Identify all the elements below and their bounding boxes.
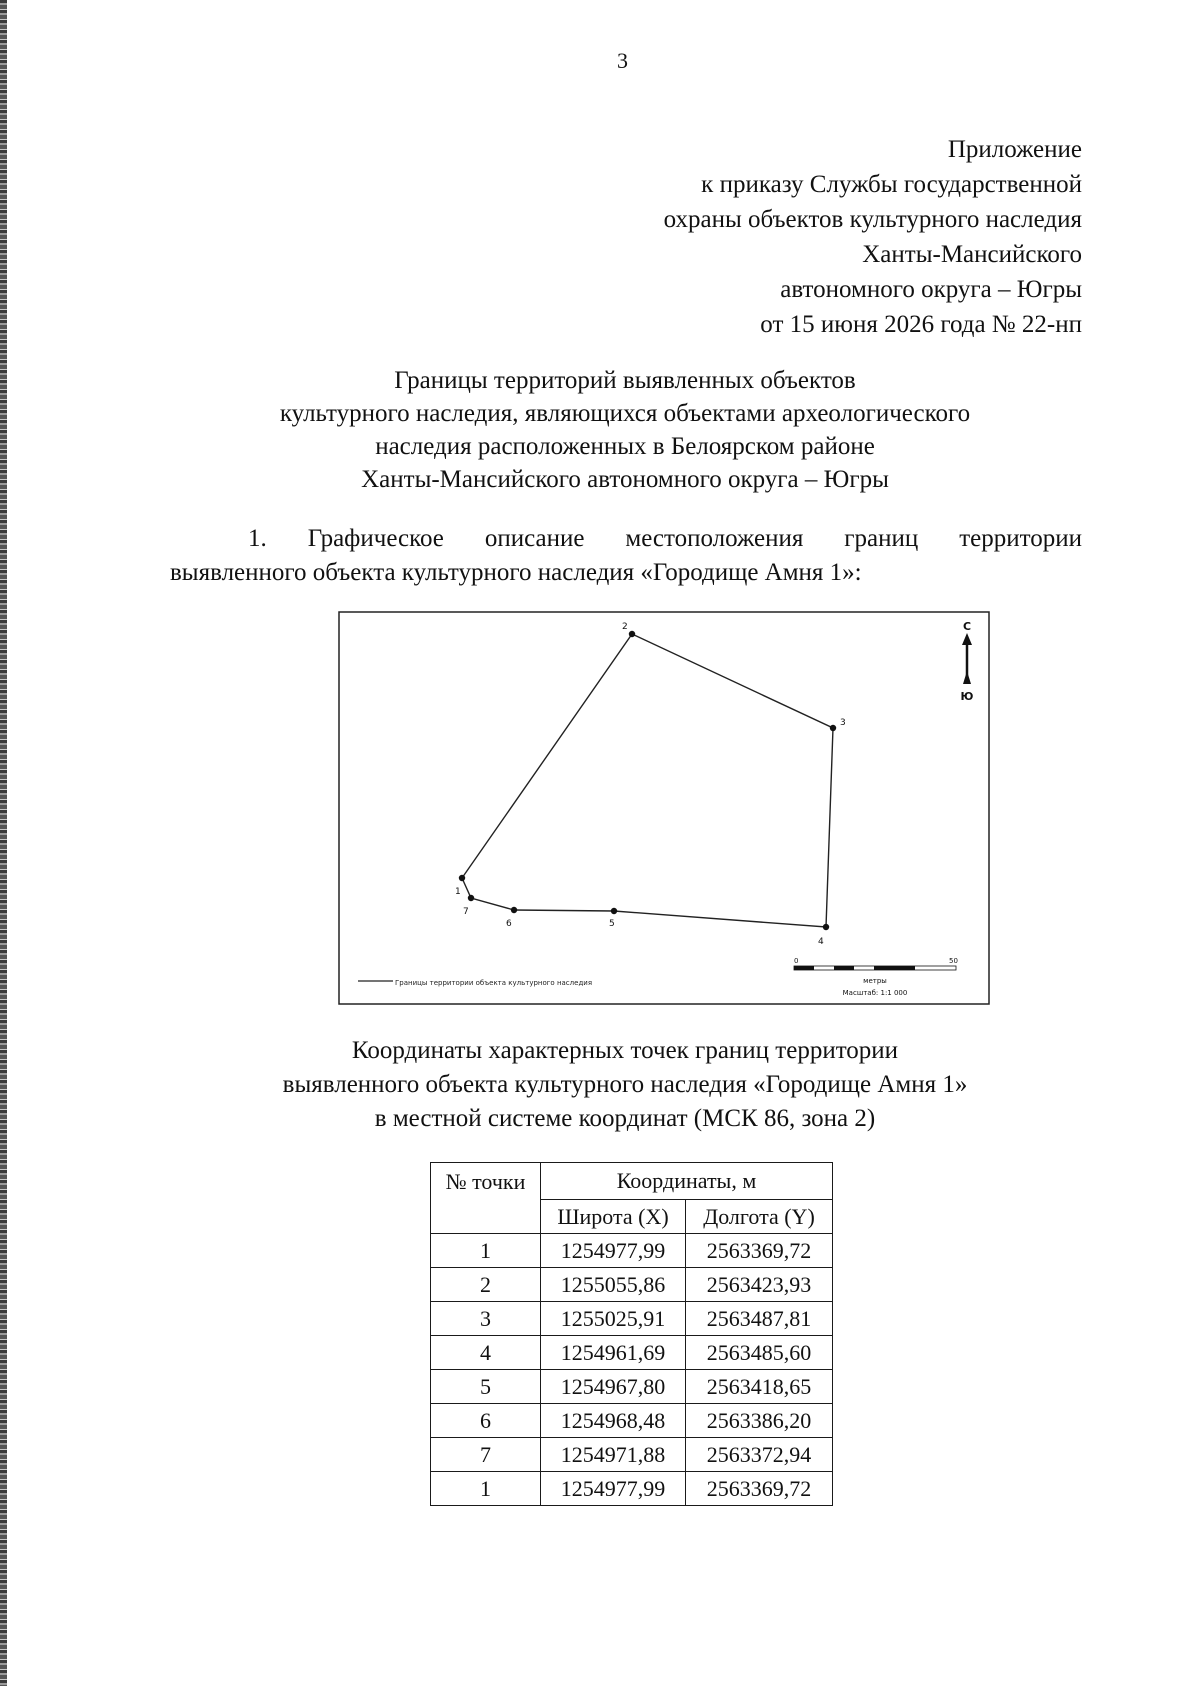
section-word: границ (844, 525, 919, 552)
longitude-cell: 2563485,60 (686, 1336, 833, 1370)
appendix-line: Приложение (947, 136, 1082, 163)
scale-end: 50 (949, 957, 958, 965)
point-number-cell: 6 (431, 1404, 541, 1438)
point-label: 5 (609, 919, 615, 929)
latitude-cell: 1254971,88 (541, 1438, 686, 1472)
latitude-cell: 1254967,80 (541, 1370, 686, 1404)
boundary-point (459, 875, 465, 881)
coordinates-title-line: выявленного объекта культурного наследия «Городище Амня 1» (282, 1071, 968, 1098)
document-title (170, 364, 1080, 496)
boundary-map-svg (338, 611, 990, 1005)
point-number-cell: 5 (431, 1370, 541, 1404)
appendix-line: от 15 июня 2026 года № 22-нп (760, 311, 1082, 338)
page-number: 3 (617, 48, 628, 73)
scale-unit: метры (863, 977, 887, 985)
point-number-cell: 7 (431, 1438, 541, 1472)
longitude-cell: 2563372,94 (686, 1438, 833, 1472)
scale-segment (874, 966, 915, 970)
table-row (431, 1336, 833, 1370)
latitude-header: Широта (X) (541, 1200, 686, 1234)
latitude-cell: 1254977,99 (541, 1472, 686, 1506)
coordinates-title-line: Координаты характерных точек границ территории (351, 1037, 899, 1064)
table-row (431, 1268, 833, 1302)
longitude-cell: 2563369,72 (686, 1472, 833, 1506)
section-number: 1. (248, 525, 267, 552)
scale-start: 0 (794, 957, 799, 965)
coordinates-header: Координаты, м (541, 1163, 833, 1200)
section-1-heading (170, 522, 1082, 590)
boundary-point (629, 631, 635, 637)
boundary-point (511, 907, 517, 913)
longitude-cell: 2563369,72 (686, 1234, 833, 1268)
boundary-point (611, 908, 617, 914)
title-line: Ханты-Мансийского автономного округа – Югры (361, 466, 889, 493)
legend-label: Границы территории объекта культурного наследия (395, 979, 593, 987)
latitude-cell: 1254968,48 (541, 1404, 686, 1438)
latitude-cell: 1255025,91 (541, 1302, 686, 1336)
table-row (431, 1472, 833, 1506)
latitude-cell: 1255055,86 (541, 1268, 686, 1302)
point-label: 7 (463, 907, 469, 917)
point-number-cell: 1 (431, 1472, 541, 1506)
longitude-cell: 2563418,65 (686, 1370, 833, 1404)
longitude-cell: 2563423,93 (686, 1268, 833, 1302)
coordinates-table (430, 1162, 833, 1506)
coordinates-title-line: в местной системе координат (МСК 86, зона 2) (374, 1105, 876, 1132)
longitude-cell: 2563487,81 (686, 1302, 833, 1336)
point-number-cell: 4 (431, 1336, 541, 1370)
table-row (431, 1438, 833, 1472)
title-line: культурного наследия, являющихся объектами археологического (279, 400, 971, 427)
table-row (431, 1234, 833, 1268)
table-row (431, 1404, 833, 1438)
scale-segment (834, 966, 854, 970)
scan-edge (0, 0, 7, 1686)
boundary-point (468, 895, 474, 901)
table-header-row (431, 1163, 833, 1200)
section-word: местоположения (625, 525, 804, 552)
title-line: наследия расположенных в Белоярском районе (375, 433, 875, 460)
north-label: С (962, 620, 972, 633)
map-frame (339, 612, 989, 1004)
latitude-cell: 1254977,99 (541, 1234, 686, 1268)
title-line: Границы территорий выявленных объектов (394, 367, 856, 394)
latitude-cell: 1254961,69 (541, 1336, 686, 1370)
section-word: территории (959, 525, 1082, 552)
appendix-block (664, 132, 1082, 342)
south-label: Ю (960, 690, 974, 703)
point-label: 3 (840, 718, 846, 728)
scale-segment (794, 966, 814, 970)
point-number-cell: 2 (431, 1268, 541, 1302)
appendix-line: к приказу Службы государственной (701, 171, 1082, 198)
section-word: Графическое (307, 525, 444, 552)
table-row (431, 1302, 833, 1336)
coordinates-title (170, 1034, 1080, 1136)
longitude-cell: 2563386,20 (686, 1404, 833, 1438)
point-number-cell: 1 (431, 1234, 541, 1268)
point-label: 1 (455, 887, 461, 897)
appendix-line: Ханты-Мансийского (862, 241, 1082, 268)
point-label: 6 (506, 919, 512, 929)
boundary-point (823, 924, 829, 930)
table-row (431, 1370, 833, 1404)
boundary-map (338, 611, 990, 1005)
section-word: описание (484, 525, 585, 552)
point-label: 4 (818, 937, 824, 947)
appendix-line: автономного округа – Югры (780, 276, 1082, 303)
point-number-cell: 3 (431, 1302, 541, 1336)
section-1-line1 (170, 522, 1082, 556)
scale-ratio: Масштаб: 1:1 000 (842, 989, 908, 997)
appendix-line: охраны объектов культурного наследия (663, 206, 1082, 233)
point-number-header: № точки (431, 1163, 541, 1234)
boundary-point (830, 725, 836, 731)
section-1-line2: выявленного объекта культурного наследия «Городище Амня 1»: (170, 559, 862, 586)
point-label: 2 (622, 622, 628, 632)
longitude-header: Долгота (Y) (686, 1200, 833, 1234)
